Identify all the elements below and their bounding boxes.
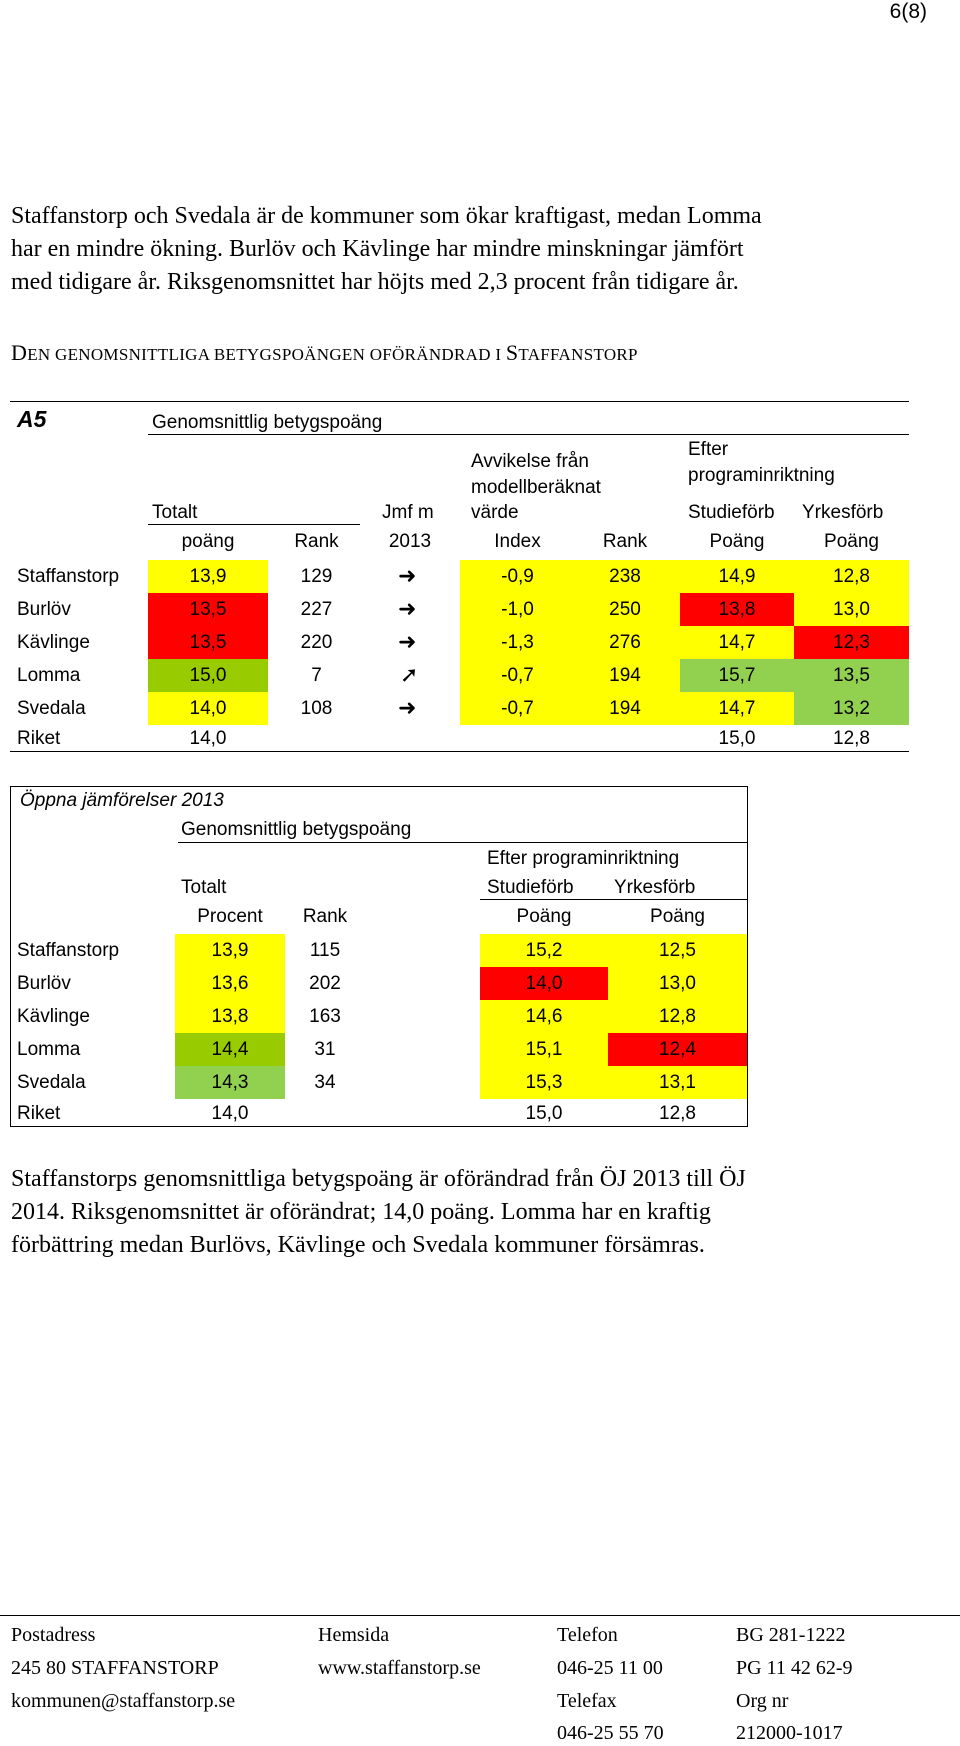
row-total: 14,4	[211, 1039, 249, 1060]
col-header: Poäng	[516, 906, 572, 927]
yrkesforb-header: Yrkesförb	[802, 502, 884, 523]
row-yrk: 13,2	[833, 698, 870, 719]
row-stud: 13,8	[718, 599, 756, 620]
row-rank: 115	[309, 940, 341, 961]
row-name: Riket	[17, 1103, 61, 1124]
table-border	[747, 786, 748, 1127]
table-border	[10, 1126, 748, 1127]
efter-header: Efter	[688, 439, 729, 460]
row-yrk: 12,8	[833, 566, 870, 587]
footer-telefax-label: Telefax	[557, 1690, 617, 1712]
table-rule	[148, 524, 360, 525]
row-rank2: 238	[609, 566, 641, 587]
footer-telefon-label: Telefon	[557, 1624, 618, 1646]
row-total: 13,9	[189, 566, 227, 587]
row-total: 15,0	[189, 665, 227, 686]
col-header: Poäng	[824, 531, 879, 552]
intro-line: Staffanstorp och Svedala är de kommuner som ökar kraftigast, medan Lomma	[11, 203, 762, 229]
table-rule	[10, 751, 909, 752]
table-rule	[178, 842, 748, 843]
jmf-header: Jmf m	[382, 502, 434, 523]
footer-fax: 046-25 55 70	[557, 1722, 664, 1744]
col-header: Rank	[602, 531, 648, 552]
col-header: Rank	[302, 906, 348, 927]
col-header: Poäng	[650, 906, 705, 927]
row-stud: 15,1	[525, 1039, 563, 1060]
row-yrk: 12,8	[833, 728, 870, 749]
row-stud: 14,7	[718, 698, 756, 719]
footer-email-link[interactable]: kommunen@staffanstorp.se	[11, 1690, 236, 1712]
row-index: -1,0	[501, 599, 534, 620]
row-rank: 34	[314, 1072, 336, 1093]
outro-line: förbättring medan Burlövs, Kävlinge och Svedala kommuner försämras.	[11, 1232, 705, 1258]
row-yrk: 12,8	[659, 1006, 696, 1027]
footer-orgnr-label: Org nr	[736, 1690, 789, 1712]
row-total: 13,9	[211, 940, 249, 961]
table-rule	[10, 401, 909, 402]
row-stud: 15,7	[718, 665, 756, 686]
row-name: Riket	[17, 728, 61, 749]
avvikelse-header: modellberäknat	[471, 477, 601, 498]
intro-line: med tidigare år. Riksgenomsnittet har höjts med 2,3 procent från tidigare år.	[11, 269, 739, 295]
arrow-right-icon: ➜	[398, 563, 417, 588]
outro-line: 2014. Riksgenomsnittet är oförändrat; 14,0 poäng. Lomma har en kraftig	[11, 1199, 711, 1225]
row-stud: 14,7	[718, 632, 756, 653]
col-header: 2013	[388, 531, 432, 552]
row-rank: 129	[300, 566, 333, 587]
table-border	[10, 786, 748, 787]
row-name: Staffanstorp	[17, 940, 120, 961]
footer-rule	[0, 1615, 960, 1616]
row-stud: 15,0	[525, 1103, 563, 1124]
row-index: -0,9	[501, 566, 534, 587]
table-label: A5	[17, 406, 47, 432]
footer-postadress-label: Postadress	[11, 1624, 96, 1646]
arrow-up-right-icon: ➚	[400, 662, 419, 687]
yrkesforb-header: Yrkesförb	[614, 877, 696, 898]
row-rank: 202	[309, 973, 341, 994]
row-total: 13,5	[189, 599, 227, 620]
footer-bankgiro: BG 281-1222	[736, 1624, 846, 1646]
row-total: 14,0	[189, 698, 227, 719]
outro-line: Staffanstorps genomsnittliga betygspoäng är oförändrad från ÖJ 2013 till ÖJ	[11, 1166, 746, 1192]
footer-hemsida-label: Hemsida	[318, 1624, 390, 1646]
row-rank: 163	[309, 1006, 341, 1027]
heading-part: EN GENOMSNITTLIGA BETYGSPOÄNGEN OFÖRÄNDRAD I	[27, 345, 506, 364]
row-rank2: 194	[609, 665, 641, 686]
row-name: Svedala	[17, 698, 86, 719]
outro-paragraph	[11, 1163, 946, 1262]
footer-website-link[interactable]: www.staffanstorp.se	[318, 1657, 481, 1679]
row-yrk: 13,1	[659, 1072, 696, 1093]
heading-part: D	[11, 340, 28, 365]
group-header: Genomsnittlig betygspoäng	[152, 412, 383, 433]
row-stud: 14,9	[718, 566, 756, 587]
intro-line: har en mindre ökning. Burlöv och Kävlinge har mindre minskningar jämfört	[11, 236, 744, 262]
arrow-right-icon: ➜	[398, 629, 417, 654]
row-total: 13,8	[211, 1006, 249, 1027]
row-total: 14,0	[211, 1103, 249, 1124]
col-header: Procent	[197, 906, 263, 927]
heading-part: TAFFANSTORP	[518, 345, 638, 364]
totalt-header: Totalt	[152, 502, 198, 523]
row-yrk: 13,0	[659, 973, 696, 994]
group-header: Genomsnittlig betygspoäng	[181, 819, 412, 840]
row-rank: 31	[314, 1039, 336, 1060]
table-rule	[148, 434, 909, 435]
row-name: Burlöv	[17, 599, 71, 620]
row-name: Kävlinge	[17, 1006, 90, 1027]
row-rank: 7	[311, 665, 322, 686]
intro-paragraph	[11, 200, 946, 299]
footer-phone: 046-25 11 00	[557, 1657, 663, 1679]
studieforb-header: Studieförb	[487, 877, 574, 898]
heading-part: S	[505, 340, 519, 365]
row-stud: 15,3	[525, 1072, 563, 1093]
studieforb-header: Studieförb	[688, 502, 775, 523]
row-name: Burlöv	[17, 973, 71, 994]
row-stud: 14,6	[525, 1006, 563, 1027]
row-name: Svedala	[17, 1072, 86, 1093]
row-yrk: 12,3	[833, 632, 870, 653]
row-yrk: 13,0	[833, 599, 870, 620]
row-rank2: 276	[609, 632, 641, 653]
row-rank2: 194	[609, 698, 641, 719]
row-rank: 227	[300, 599, 333, 620]
row-total: 14,3	[211, 1072, 249, 1093]
footer-orgnr: 212000-1017	[736, 1722, 843, 1744]
col-header: Poäng	[709, 531, 765, 552]
col-header: Rank	[294, 531, 339, 552]
row-name: Kävlinge	[17, 632, 90, 653]
row-name: Lomma	[17, 665, 81, 686]
row-yrk: 12,8	[659, 1103, 696, 1124]
efter-header: Efter programinriktning	[487, 848, 680, 869]
arrow-right-icon: ➜	[398, 596, 417, 621]
table-border	[10, 786, 11, 1127]
row-yrk: 13,5	[833, 665, 870, 686]
row-rank2: 250	[609, 599, 641, 620]
row-name: Lomma	[17, 1039, 81, 1060]
row-stud: 14,0	[525, 973, 563, 994]
row-stud: 15,2	[525, 940, 563, 961]
totalt-header: Totalt	[181, 877, 227, 898]
row-rank: 108	[300, 698, 333, 719]
row-total: 13,5	[189, 632, 227, 653]
row-index: -0,7	[501, 698, 534, 719]
table-title: Öppna jämförelser 2013	[20, 790, 224, 811]
footer-plusgiro: PG 11 42 62-9	[736, 1657, 853, 1679]
row-total: 13,6	[211, 973, 249, 994]
row-yrk: 12,4	[659, 1039, 696, 1060]
row-stud: 15,0	[718, 728, 756, 749]
row-index: -0,7	[501, 665, 534, 686]
row-rank: 220	[300, 632, 333, 653]
row-yrk: 12,5	[659, 940, 696, 961]
footer-address: 245 80 STAFFANSTORP	[11, 1657, 219, 1679]
page-number: 6(8)	[889, 0, 927, 23]
table-rule	[480, 899, 748, 900]
avvikelse-header: värde	[471, 502, 519, 523]
section-heading	[11, 340, 638, 366]
avvikelse-header: Avvikelse från	[471, 451, 589, 472]
efter-header: programinriktning	[688, 465, 835, 486]
row-total: 14,0	[189, 728, 227, 749]
arrow-right-icon: ➜	[398, 695, 417, 720]
row-index: -1,3	[501, 632, 534, 653]
col-header: Index	[494, 531, 541, 552]
col-header: poäng	[181, 531, 235, 552]
row-name: Staffanstorp	[17, 566, 120, 587]
